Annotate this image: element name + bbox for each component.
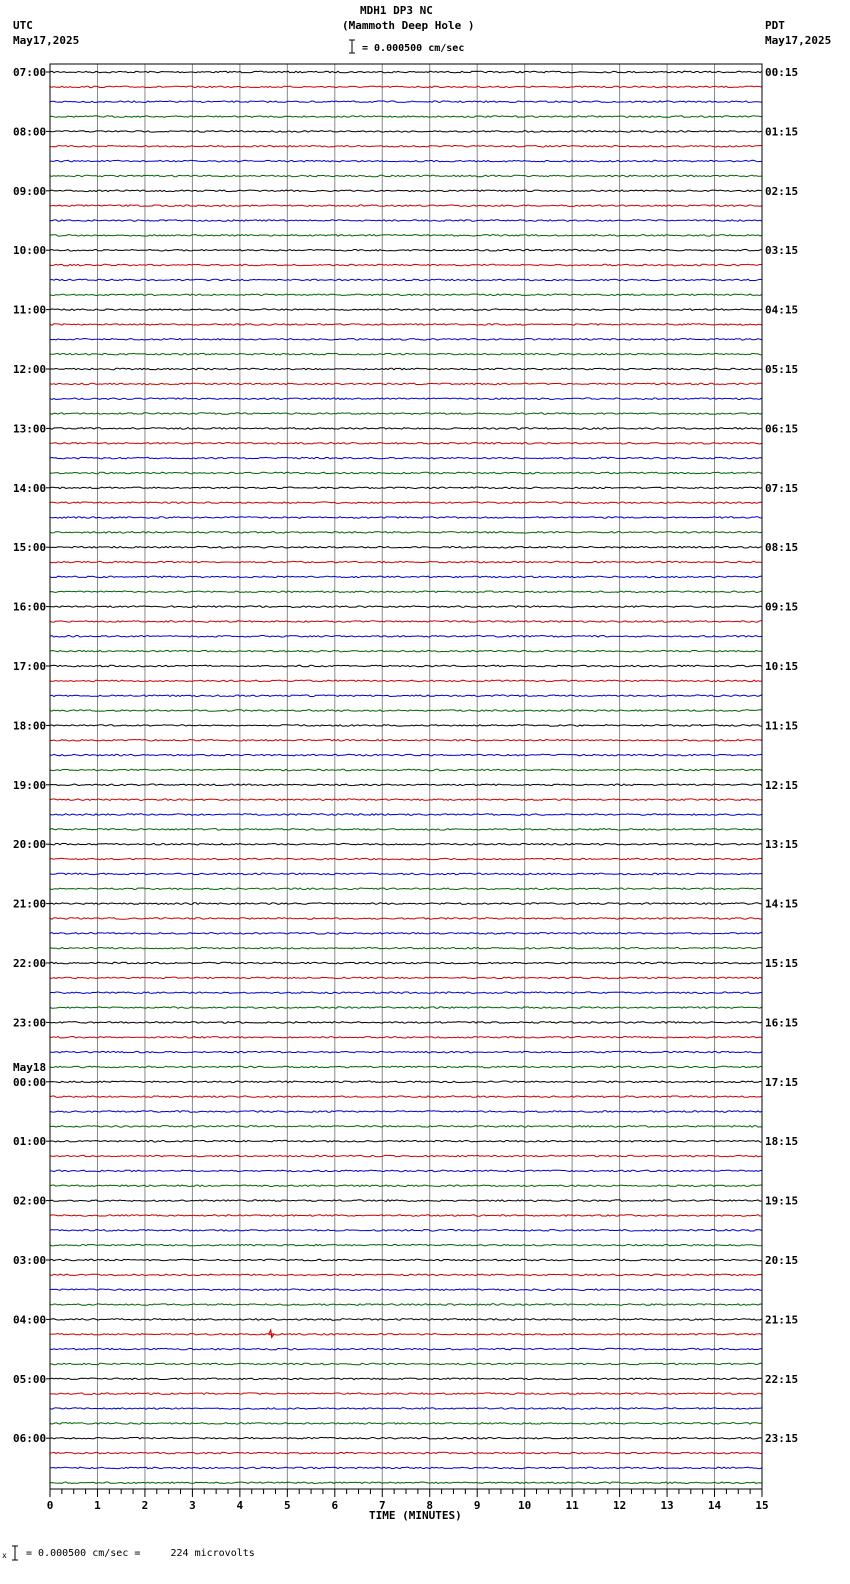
trace-line [50,324,762,326]
trace-line [50,190,762,192]
trace-line [50,472,762,474]
utc-hour-label: 00:00 [13,1075,47,1089]
pdt-hour-label: 09:15 [765,600,799,614]
pdt-hour-label: 21:15 [765,1313,799,1327]
trace-line [50,784,762,786]
x-tick-label: 13 [660,1499,674,1512]
utc-hour-label: 23:00 [13,1016,47,1030]
pdt-date-label: May17,2025 [765,34,832,47]
trace-line [50,502,762,504]
trace-line [50,532,762,534]
x-tick-label: 5 [284,1499,291,1512]
utc-hour-label: 06:00 [13,1432,47,1446]
trace-line [50,175,762,177]
pdt-hour-label: 16:15 [765,1016,799,1030]
trace-line [50,918,762,920]
footer-calibration: = 0.000500 cm/sec = 224 microvolts [26,1548,255,1559]
x-tick-label: 1 [94,1499,101,1512]
trace-line [50,695,762,697]
trace-line [50,1140,762,1142]
x-tick-label: 6 [331,1499,339,1512]
trace-line [50,843,762,845]
trace-line [50,740,762,742]
x-tick-label: 9 [473,1499,481,1512]
x-tick-label: 8 [426,1499,434,1512]
trace-line [50,487,762,489]
pdt-hour-label: 11:15 [765,719,799,733]
utc-hour-label: 05:00 [13,1372,47,1386]
x-tick-label: 10 [518,1499,532,1512]
trace-line [50,1126,762,1128]
pdt-hour-label: 14:15 [765,897,799,911]
scale-label: = 0.000500 cm/sec [362,43,465,54]
trace-line [50,1452,762,1454]
trace-line [50,368,762,370]
trace-line [50,1423,762,1425]
trace-line [50,561,762,563]
trace-line [50,1289,762,1291]
trace-line [50,933,762,935]
pdt-hour-label: 04:15 [765,303,799,317]
utc-hour-label: 21:00 [13,897,47,911]
pdt-hour-label: 01:15 [765,125,799,139]
trace-line [50,1482,762,1484]
utc-hour-label: 07:00 [13,66,47,79]
pdt-hour-label: 20:15 [765,1254,799,1267]
x-tick-label: 15 [755,1499,769,1512]
trace-line [50,413,762,415]
trace-line [50,220,762,222]
trace-line [50,1274,762,1276]
trace-line [50,383,762,385]
utc-hour-label: 08:00 [13,125,47,139]
trace-line [50,903,762,905]
trace-line [50,457,762,459]
trace-line [50,977,762,979]
pdt-hour-label: 22:15 [765,1372,799,1386]
trace-line [50,1096,762,1098]
utc-hour-label: 11:00 [13,303,47,317]
pdt-hour-label: 05:15 [765,363,799,376]
trace-line [50,546,762,548]
trace-line [50,1051,762,1053]
trace-line [50,1334,762,1336]
utc-hour-label: 01:00 [13,1135,47,1149]
date-change-label: May18 [13,1060,47,1074]
trace-line [50,398,762,400]
trace-line [50,205,762,207]
trace-line [50,710,762,712]
trace-line [50,1007,762,1009]
station-location: (Mammoth Deep Hole ) [342,19,475,32]
trace-line [50,1066,762,1068]
trace-line [50,888,762,890]
trace-line [50,1244,762,1246]
trace-line [50,591,762,593]
utc-hour-label: 20:00 [13,838,47,852]
trace-line [50,131,762,133]
utc-zone-label: UTC [13,19,33,32]
trace-line [50,1408,762,1410]
pdt-hour-label: 23:15 [765,1432,799,1446]
trace-line [50,665,762,667]
trace-line [50,1467,762,1469]
pdt-hour-label: 19:15 [765,1194,799,1208]
trace-line [50,1170,762,1172]
x-tick-label: 12 [612,1499,627,1512]
trace-line [50,1155,762,1157]
x-tick-label: 0 [46,1499,54,1512]
trace-line [50,1437,762,1439]
trace-line [50,1037,762,1039]
pdt-hour-label: 02:15 [765,184,799,198]
trace-line [50,235,762,237]
trace-line [50,264,762,266]
trace-line [50,992,762,994]
trace-line [50,1022,762,1024]
trace-line [50,814,762,816]
trace-line [50,428,762,430]
pdt-hour-label: 12:15 [765,778,799,792]
footer-marker: x [2,1551,7,1560]
trace-line [50,1185,762,1187]
trace-line [50,294,762,296]
pdt-hour-label: 07:15 [765,481,799,495]
trace-line [50,754,762,756]
x-tick-label: 2 [141,1499,149,1512]
utc-hour-label: 12:00 [13,363,47,376]
trace-line [50,947,762,949]
trace-line [50,873,762,875]
utc-hour-label: 10:00 [13,244,47,258]
trace-line [50,829,762,831]
trace-line [50,160,762,162]
pdt-hour-label: 17:15 [765,1075,799,1089]
trace-line [50,146,762,148]
trace-line [50,606,762,608]
trace-line [50,309,762,311]
pdt-hour-label: 00:15 [765,66,799,79]
trace-line [50,799,762,801]
trace-line [50,1111,762,1113]
trace-line [50,1230,762,1232]
x-tick-label: 7 [378,1499,386,1512]
x-tick-label: 3 [189,1499,196,1512]
trace-line [50,279,762,281]
pdt-hour-label: 15:15 [765,957,799,970]
pdt-hour-label: 13:15 [765,838,799,852]
utc-hour-label: 16:00 [13,600,47,614]
utc-date-label: May17,2025 [13,34,80,47]
utc-hour-label: 15:00 [13,541,47,555]
pdt-hour-label: 10:15 [765,660,799,673]
trace-line [50,1304,762,1306]
utc-hour-label: 14:00 [13,481,47,495]
utc-hour-label: 03:00 [13,1254,47,1267]
trace-line [50,443,762,445]
pdt-hour-label: 06:15 [765,422,799,436]
trace-line [50,962,762,964]
trace-line [50,769,762,771]
trace-line [50,1081,762,1083]
trace-line [50,1200,762,1202]
utc-hour-label: 04:00 [13,1313,47,1327]
trace-line [50,339,762,341]
pdt-hour-label: 08:15 [765,541,799,555]
trace-line [50,1319,762,1321]
trace-line [50,1215,762,1217]
trace-line [50,680,762,682]
trace-line [50,621,762,623]
pdt-zone-label: PDT [765,19,785,32]
pdt-hour-label: 03:15 [765,244,799,258]
utc-hour-label: 17:00 [13,660,47,673]
utc-hour-label: 22:00 [13,957,47,970]
trace-line [50,1259,762,1261]
trace-line [50,116,762,118]
station-title: MDH1 DP3 NC [360,4,433,17]
trace-line [50,353,762,355]
trace-line [50,86,762,88]
trace-line [50,636,762,638]
trace-line [50,650,762,652]
utc-hour-label: 19:00 [13,778,47,792]
trace-line [50,1393,762,1395]
trace-line [50,517,762,519]
trace-line [50,101,762,103]
x-tick-label: 4 [236,1499,244,1512]
utc-hour-label: 09:00 [13,184,47,198]
x-axis-label: TIME (MINUTES) [369,1509,462,1522]
trace-line [50,1348,762,1350]
x-tick-label: 11 [565,1499,579,1512]
trace-line [50,249,762,251]
utc-hour-label: 02:00 [13,1194,47,1208]
trace-line [50,576,762,578]
trace-line [50,858,762,860]
utc-hour-label: 18:00 [13,719,47,733]
x-tick-label: 14 [707,1499,722,1512]
trace-line [50,1363,762,1365]
trace-line [50,71,762,73]
utc-hour-label: 13:00 [13,422,47,436]
trace-line [50,725,762,727]
pdt-hour-label: 18:15 [765,1135,799,1149]
trace-line [50,1378,762,1380]
